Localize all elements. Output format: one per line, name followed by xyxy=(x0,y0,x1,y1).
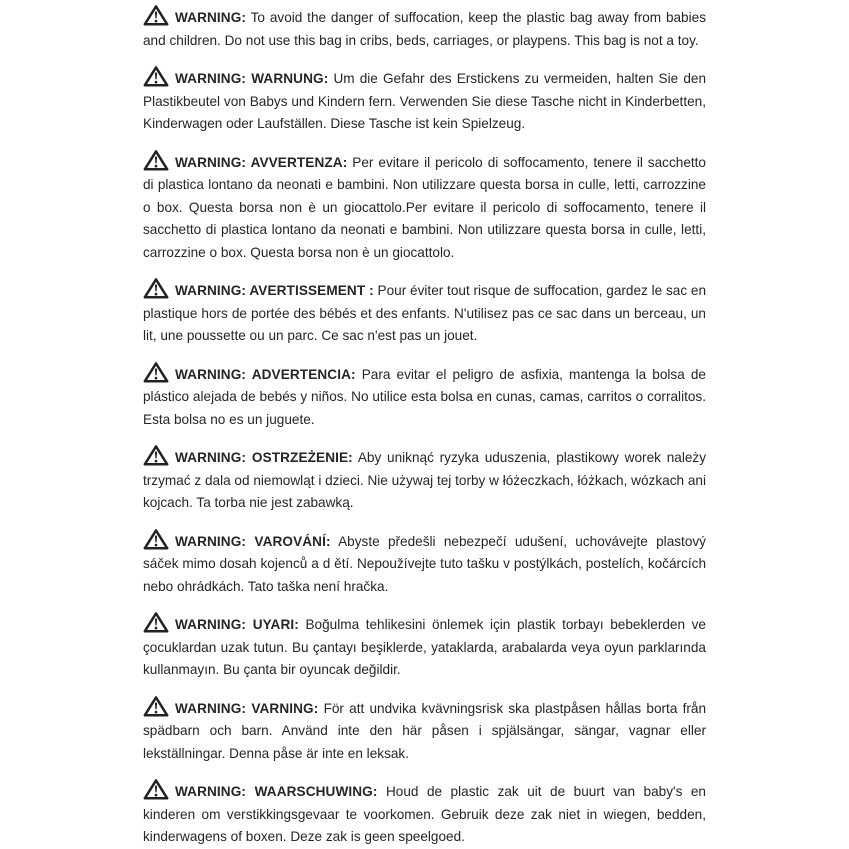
warning-paragraph xyxy=(143,4,706,52)
warnings-list xyxy=(143,0,706,849)
warning-triangle-icon xyxy=(143,611,169,634)
warning-triangle-icon xyxy=(143,65,169,88)
warning-triangle-icon xyxy=(143,778,169,801)
warning-paragraph xyxy=(143,149,706,265)
warning-paragraph xyxy=(143,444,706,515)
warning-paragraph xyxy=(143,778,706,849)
warning-label: WARNING: AVVERTENZA: xyxy=(175,154,348,170)
warning-text: Um die Gefahr des Erstickens zu vermeiden, halten Sie den Plastikbeutel von Babys und Kindern fern. Verwenden Sie diese Tasche nicht in Kinderbetten, Kinderwagen oder Laufställen. Diese Tasche ist kein Spielzeug. xyxy=(143,71,706,131)
warning-label: WARNING: UYARI: xyxy=(175,617,299,632)
warning-text: För att undvika kvävningsrisk ska plastpåsen hållas borta från spädbarn och barn. Använd inte den här påsen i spjälsängar, sängar, vagnar eller lekställningar. Denna påse är inte en leksak. xyxy=(143,700,707,761)
warning-triangle-icon xyxy=(143,361,169,384)
warning-label: WARNING: xyxy=(175,10,247,25)
warning-label: WARNING: VAROVÁNÍ: xyxy=(175,533,331,549)
warning-label: WARNING: VARNING: xyxy=(175,700,319,716)
warning-text: Para evitar el peligro de asfixia, mantenga la bolsa de plástico alejada de bebés y niños. No utilice esta bolsa en cunas, camas, carritos o corralitos. Esta bolsa no es un juguete. xyxy=(143,366,706,427)
warning-paragraph xyxy=(143,528,706,599)
warning-text: Boğulma tehlikesini önlemek için plastik torbayı bebeklerden ve çocuklardan uzak tutun. Bu çantayı beşiklerde, yataklarda, arabalarda veya oyun parklarında kullanmayın. Bu çanta bir oyuncak değildir. xyxy=(143,617,706,677)
warning-paragraph xyxy=(143,65,706,136)
warning-paragraph xyxy=(143,277,706,348)
warning-label: WARNING: AVERTISSEMENT : xyxy=(175,283,374,298)
warning-label: WARNING: OSTRZEŻENIE: xyxy=(175,450,353,465)
warning-text: Pour éviter tout risque de suffocation, gardez le sac en plastique hors de portée des bébés et des enfants. N'utilisez pas ce sac dans un berceau, un lit, une poussette ou un parc. Ce sac n'est pas un jouet. xyxy=(143,283,707,343)
warning-text: To avoid the danger of suffocation, keep the plastic bag away from babies and children. Do not use this bag in cribs, beds, carriages, or playpens. This bag is not a toy. xyxy=(143,10,706,48)
warning-text: Abyste předešli nebezpečí udušení, uchovávejte plastový sáček mimo dosah kojenců a d ětí. Nepoužívejte tuto tašku v postýlkách, postelích, kočárcích nebo ohrádkách. Tato taška není hračka. xyxy=(143,533,706,594)
warning-label: WARNING: WAARSCHUWING: xyxy=(175,784,378,799)
warning-text: Aby uniknąć ryzyka uduszenia, plastikowy worek należy trzymać z dala od niemowląt i dzieci. Nie używaj tej torby w łóżeczkach, łóżkach, wózkach ani kojcach. Ta torba nie jest zabawką. xyxy=(143,450,707,510)
warning-paragraph xyxy=(143,611,706,682)
warning-triangle-icon xyxy=(143,277,169,300)
warning-paragraph xyxy=(143,695,706,766)
warning-text: Houd de plastic zak uit de buurt van baby's en kinderen om verstikkingsgevaar te voorkomen. Gebruik deze zak niet in wiegen, bedden, kinderwagens of boxen. Deze zak is geen speelgoed. xyxy=(143,784,706,844)
warning-triangle-icon xyxy=(143,695,169,718)
warning-triangle-icon xyxy=(143,444,169,467)
warning-paragraph xyxy=(143,361,706,432)
warning-text: Per evitare il pericolo di soffocamento, tenere il sacchetto di plastica lontano da neonati e bambini. Non utilizzare questa borsa in culle, letti, carrozzine o box. Questa borsa non è un giocattolo.Per evitare il pericolo di soffocamento, tenere il sacchetto di plastica lontano da neonati e bambini. Non utilizzare questa borsa in culle, letti, carrozzine o box. Questa borsa non è un giocattolo. xyxy=(143,154,706,260)
warning-label: WARNING: WARNUNG: xyxy=(175,71,329,86)
warning-triangle-icon xyxy=(143,149,169,172)
warning-triangle-icon xyxy=(143,4,169,27)
warning-label: WARNING: ADVERTENCIA: xyxy=(175,366,356,382)
warning-triangle-icon xyxy=(143,528,169,551)
